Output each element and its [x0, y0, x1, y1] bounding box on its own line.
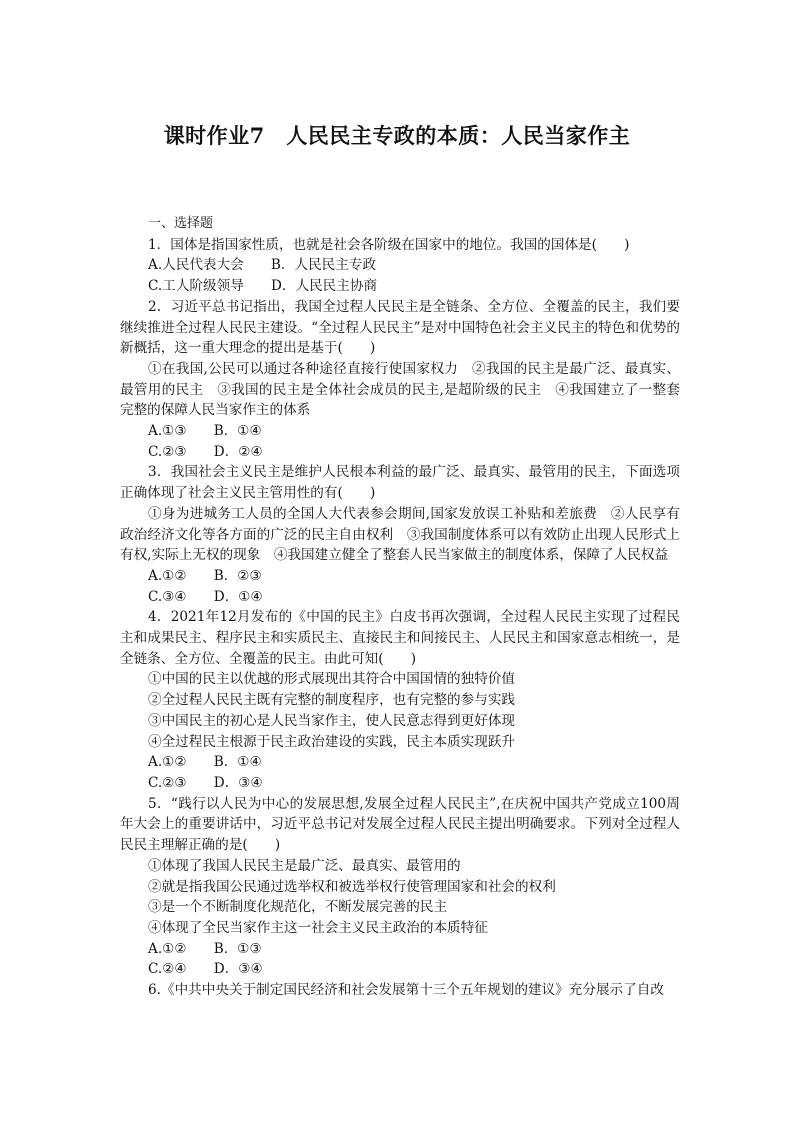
question-2-options-cd: C.②③ D．②④: [148, 443, 263, 460]
question-2-options-ab: A.①③ B．①④: [148, 423, 262, 440]
question-4-options-ab: A.①② B．①④: [148, 754, 262, 771]
question-3-stem: 3．我国社会主义民主是维护人民根本利益的最广泛、最真实、最管用的民主，下面选项正确体现了社会主义民主管用性的有( ): [120, 464, 680, 502]
question-5-options-ab: A.①② B．①③: [148, 940, 262, 957]
section-heading: 一、选择题: [148, 216, 214, 231]
worksheet-content: [120, 214, 680, 1001]
question-5-statement-3: ③是一个不断制度化规范化，不断发展完善的民主: [148, 899, 448, 916]
question-3-options-ab: A.①② B．②③: [148, 567, 262, 584]
question-4-statement-4: ④全过程民主根源于民主政治建设的实践，民主本质实现跃升: [148, 733, 516, 750]
question-5-stem: 5．“践行以人民为中心的发展思想,发展全过程人民民主”,在庆祝中国共产党成立100周年大会上的重要讲话中，习近平总书记对发展全过程人民民主提出明确要求。下列对全过程人民民主理解正确的是( ): [120, 795, 680, 854]
question-4-stem: 4．2021年12月发布的《中国的民主》白皮书再次强调，全过程人民民主实现了过程民主和成果民主、程序民主和实质民主、直接民主和间接民主、人民民主和国家意志相统一，是全链条、全方位、全覆盖的民主。由此可知( ): [120, 609, 680, 667]
question-3-statements: ①身为进城务工人员的全国人大代表参会期间,国家发放误工补贴和差旅费 ②人民享有政治经济文化等各方面的广泛的民主自由权利 ③我国制度体系可以有效防止出现人民形式上有权,实际上无权的现象 ④我国建立健全了整套人民当家做主的制度体系，保障了人民权益: [120, 505, 680, 564]
question-2-stem: 2．习近平总书记指出，我国全过程人民民主是全链条、全方位、全覆盖的民主，我们要继续推进全过程人民民主建设。“全过程人民民主”是对中国特色社会主义民主的特色和优势的新概括，这一重大理念的提出是基于( ): [120, 298, 680, 357]
question-5-statement-4: ④体现了全民当家作主这一社会主义民主政治的本质特征: [148, 919, 488, 936]
question-5-statement-1: ①体现了我国人民民主是最广泛、最真实、最管用的: [148, 857, 461, 874]
question-4-options-cd: C.②③ D．③④: [148, 774, 263, 791]
question-2-statements: ①在我国,公民可以通过各种途径直接行使国家权力 ②我国的民主是最广泛、最真实、最管用的民主 ③我国的民主是全体社会成员的民主,是超阶级的民主 ④我国建立了一整套完整的保障人民当家作主的体系: [120, 360, 680, 419]
question-4-statement-3: ③中国民主的初心是人民当家作主，使人民意志得到更好体现: [148, 712, 516, 729]
question-5-statement-2: ②就是指我国公民通过选举权和被选举权行使管理国家和社会的权利: [148, 878, 556, 895]
page-title: 课时作业7 人民民主专政的本质：人民当家作主: [163, 123, 631, 148]
question-1-stem: 1．国体是指国家性质，也就是社会各阶级在国家中的地位。我国的国体是( ): [148, 236, 630, 253]
question-4-statement-2: ②全过程人民民主既有完整的制度程序，也有完整的参与实践: [148, 692, 516, 709]
question-3-options-cd: C.③④ D．①④: [148, 588, 263, 605]
question-1-options-ab: A.人民代表大会 B．人民民主专政: [148, 257, 377, 274]
question-6-stem: 6.《中共中央关于制定国民经济和社会发展第十三个五年规划的建议》充分展示了自改: [148, 982, 664, 999]
question-4-statement-1: ①中国的民主以优越的形式展现出其符合中国国情的独特价值: [148, 671, 516, 688]
question-1-options-cd: C.工人阶级领导 D．人民民主协商: [148, 278, 378, 295]
question-5-options-cd: C.②④ D．③④: [148, 961, 263, 978]
